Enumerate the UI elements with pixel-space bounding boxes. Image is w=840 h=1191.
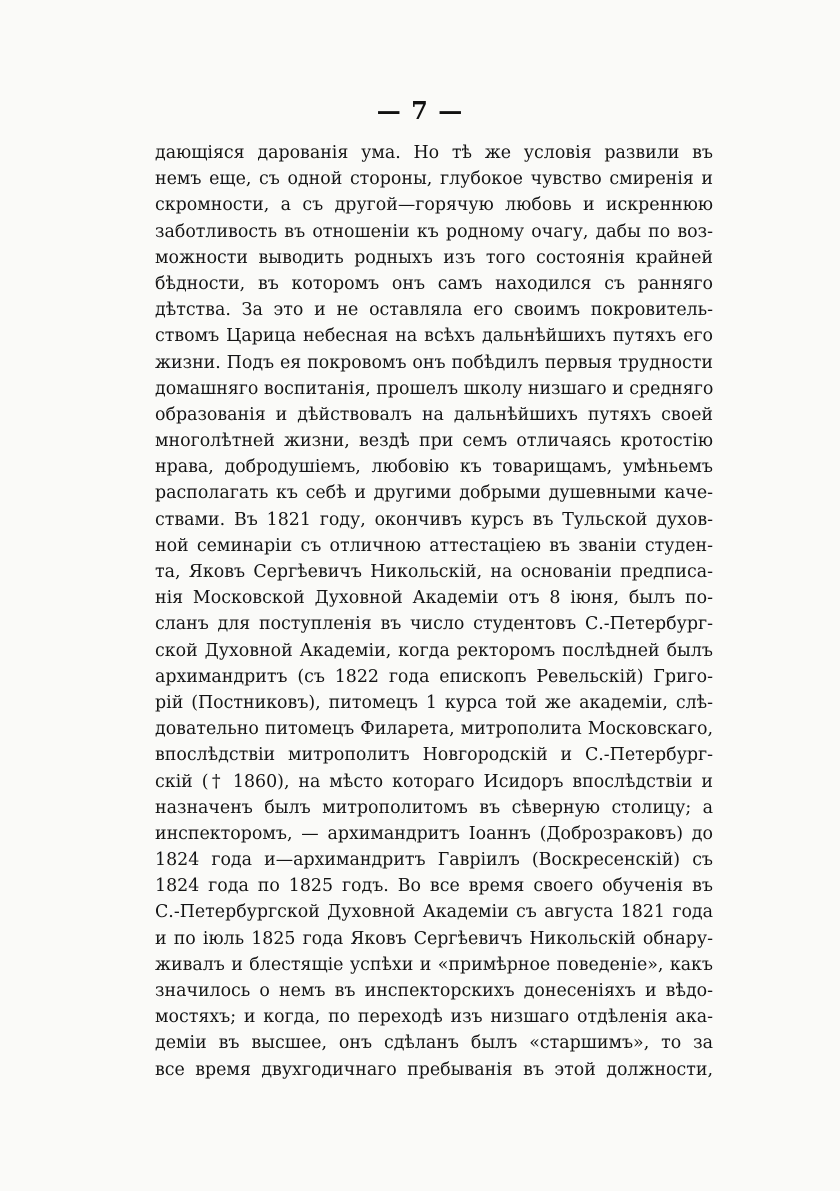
text-line: 1824 года и—архимандритъ Гавріилъ (Воскресенскій) съ xyxy=(155,850,713,871)
text-line: заботливость въ отношеніи къ родному очагу, дабы по воз- xyxy=(155,221,713,242)
text-line: С.-Петербургской Духовной Академіи съ августа 1821 года xyxy=(155,902,713,923)
text-line: сланъ для поступленія въ число студентовъ С.-Петербург- xyxy=(155,614,713,635)
text-line: скій († 1860), на мѣсто котораго Исидоръ впослѣдствіи и xyxy=(155,771,713,792)
text-line: многолѣтней жизни, вездѣ при семъ отличаясь кротостію xyxy=(155,431,713,452)
text-line: образованія и дѣйствовалъ на дальнѣйшихъ путяхъ своей xyxy=(155,404,713,425)
text-line: дѣтства. За это и не оставляла его своимъ покровитель- xyxy=(155,300,713,321)
text-line: довательно питомецъ Филарета, митрополита Московскаго, xyxy=(155,719,713,740)
text-line: 1824 года по 1825 годъ. Во все время своего обученія въ xyxy=(155,876,713,897)
text-line: деміи въ высшее, онъ сдѣланъ былъ «старшимъ», то за xyxy=(155,1033,713,1054)
text-line: можности выводить родныхъ изъ того состоянія крайней xyxy=(155,247,713,268)
text-line: нія Московской Духовной Академіи отъ 8 іюня, былъ по- xyxy=(155,588,713,609)
text-line: скромности, а съ другой—горячую любовь и искреннюю xyxy=(155,195,713,216)
text-line: та, Яковъ Сергѣевичъ Никольскій, на основаніи предписа- xyxy=(155,562,713,582)
text-line: немъ еще, съ одной стороны, глубокое чувство смиренія и xyxy=(155,169,713,190)
text-line: мостяхъ; и когда, по переходѣ изъ низшаго отдѣленія ака- xyxy=(155,1007,713,1028)
text-line: ствами. Въ 1821 году, окончивъ курсъ въ Тульской духов- xyxy=(155,509,713,530)
text-line: рій (Постниковъ), питомецъ 1 курса той же академіи, слѣ- xyxy=(155,692,713,713)
text-line: бѣдности, въ которомъ онъ самъ находился съ ранняго xyxy=(155,273,713,294)
text-line: инспекторомъ, — архимандритъ Іоаннъ (Доброзраковъ) до xyxy=(155,823,713,844)
text-line: ствомъ Царица небесная на всѣхъ дальнѣйшихъ путяхъ его xyxy=(155,326,713,347)
text-line: назначенъ былъ митрополитомъ въ сѣверную столицу; а xyxy=(155,797,713,818)
text-line: архимандритъ (съ 1822 года епископъ Ревельскій) Григо- xyxy=(155,666,713,687)
text-line: впослѣдствіи митрополитъ Новгородскій и С.-Петербург- xyxy=(155,745,713,766)
text-line: и по іюль 1825 года Яковъ Сергѣевичъ Никольскій обнару- xyxy=(155,928,713,949)
text-line: дающіяся дарованія ума. Но тѣ же условія развили въ xyxy=(155,143,713,163)
text-line: нрава, добродушіемъ, любовію къ товарищамъ, умѣньемъ xyxy=(155,457,713,478)
text-line: жизни. Подъ ея покровомъ онъ побѣдилъ первыя трудности xyxy=(155,352,713,373)
text-line: значилось о немъ въ инспекторскихъ донесеніяхъ и вѣдо- xyxy=(155,981,713,1001)
text-line: ной семинаріи съ отличною аттестаціею въ званіи студен- xyxy=(155,535,713,556)
text-line: ской Духовной Академіи, когда ректоромъ послѣдней былъ xyxy=(155,640,713,661)
text-line: домашняго воспитанія, прошелъ школу низшаго и средняго xyxy=(155,378,713,399)
body-text xyxy=(155,140,713,1083)
text-line: располагать къ себѣ и другими добрыми душевными каче- xyxy=(155,483,713,504)
text-line: живалъ и блестящіе успѣхи и «примѣрное поведеніе», какъ xyxy=(155,954,713,975)
page-number: — 7 — xyxy=(376,96,464,125)
text-line: все время двухгодичнаго пребыванія въ этой должности, xyxy=(155,1059,713,1080)
